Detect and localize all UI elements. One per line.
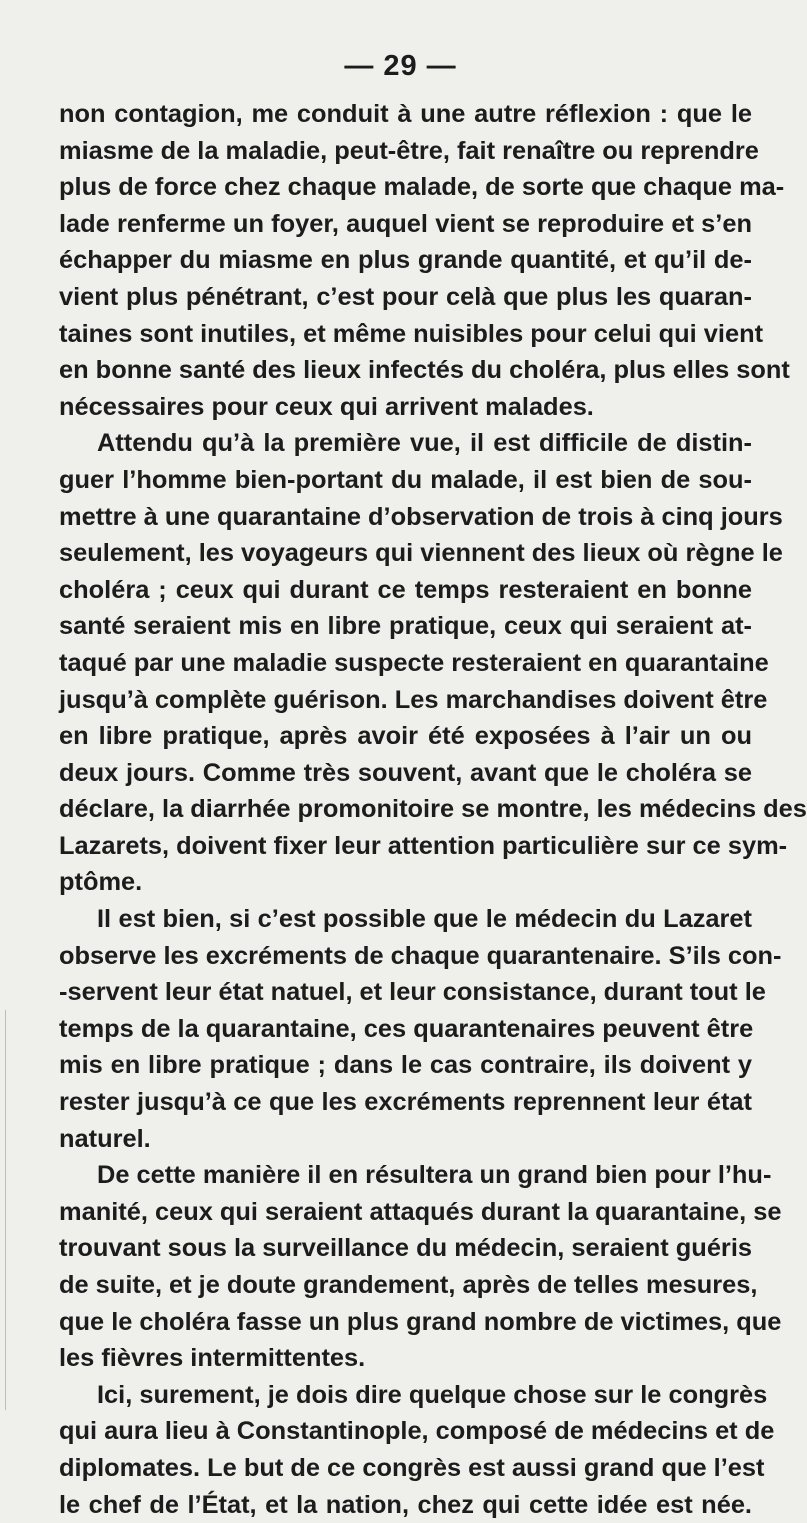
text-line: -servent leur état natuel, et leur consistance, durant tout le xyxy=(59,978,766,1007)
text-line: manité, ceux qui seraient attaqués durant la quarantaine, se xyxy=(59,1197,782,1226)
margin-line xyxy=(5,1010,6,1410)
text-line: trouvant sous la surveillance du médecin, seraient guéris xyxy=(59,1234,752,1263)
paragraph-start-line: Il est bien, si c’est possible que le médecin du Lazaret xyxy=(97,905,752,934)
text-line: naturel. xyxy=(59,1124,151,1153)
text-line: Lazarets, doivent fixer leur attention particulière sur ce sym- xyxy=(59,831,788,860)
text-line: lade renferme un foyer, auquel vient se reproduire et s’en xyxy=(59,209,752,238)
text-line: ptôme. xyxy=(59,868,143,897)
text-line: non contagion, me conduit à une autre réflexion : que le xyxy=(59,100,752,128)
paragraph-start-line: Ici, surement, je dois dire quelque chose sur le congrès xyxy=(97,1380,768,1409)
text-line: plus de force chez chaque malade, de sorte que chaque ma- xyxy=(59,173,785,202)
text-line: jusqu’à complète guérison. Les marchandises doivent être xyxy=(59,685,768,714)
text-line: guer l’homme bien-portant du malade, il est bien de sou- xyxy=(59,465,752,494)
text-line: mettre à une quarantaine d’observation de trois à cinq jours xyxy=(59,502,783,531)
paragraph-start-line: Attendu qu’à la première vue, il est difficile de distin- xyxy=(97,429,752,458)
text-line: deux jours. Comme très souvent, avant que le choléra se xyxy=(59,758,752,787)
text-line: nécessaires pour ceux qui arrivent malades. xyxy=(59,392,594,421)
text-line: de suite, et je doute grandement, après de telles mesures, xyxy=(59,1271,758,1299)
text-line: taines sont inutiles, et même nuisibles pour celui qui vient xyxy=(59,319,764,348)
page-number: — 29 — xyxy=(344,50,457,82)
text-line: le chef de l’État, et la nation, chez qui cette idée est née. xyxy=(59,1490,752,1519)
text-line: en libre pratique, après avoir été exposées à l’air un ou xyxy=(59,722,752,751)
text-line: miasme de la maladie, peut-être, fait renaître ou reprendre xyxy=(59,136,759,165)
text-line: vient plus pénétrant, c’est pour celà que plus les quaran- xyxy=(59,282,752,311)
text-line: choléra ; ceux qui durant ce temps resteraient en bonne xyxy=(59,575,752,604)
text-line: qui aura lieu à Constantinople, composé de médecins et de xyxy=(59,1417,775,1446)
paragraph-start-line: De cette manière il en résultera un grand bien pour l’hu- xyxy=(97,1161,772,1190)
text-line: que le choléra fasse un plus grand nombre de victimes, que xyxy=(59,1307,782,1336)
body-text xyxy=(59,96,807,1523)
text-line: temps de la quarantaine, ces quarantenaires peuvent être xyxy=(59,1014,754,1043)
text-line: rester jusqu’à ce que les excréments reprennent leur état xyxy=(59,1088,752,1117)
text-line: seulement, les voyageurs qui viennent des lieux où règne le xyxy=(59,539,783,568)
text-line: diplomates. Le but de ce congrès est aussi grand que l’est xyxy=(59,1453,765,1482)
text-line: santé seraient mis en libre pratique, ceux qui seraient at- xyxy=(59,612,752,641)
text-line: observe les excréments de chaque quarantenaire. S’ils con- xyxy=(59,941,782,970)
text-line: mis en libre pratique ; dans le cas contraire, ils doivent y xyxy=(59,1051,752,1080)
text-line: taqué par une maladie suspecte resteraient en quarantaine xyxy=(59,648,769,677)
text-line: déclare, la diarrhée promonitoire se montre, les médecins des xyxy=(59,795,807,824)
text-line: en bonne santé des lieux infectés du choléra, plus elles sont xyxy=(59,356,790,385)
text-line: les fièvres intermittentes. xyxy=(59,1344,366,1373)
text-line: échapper du miasme en plus grande quantité, et qu’il de- xyxy=(59,246,752,275)
